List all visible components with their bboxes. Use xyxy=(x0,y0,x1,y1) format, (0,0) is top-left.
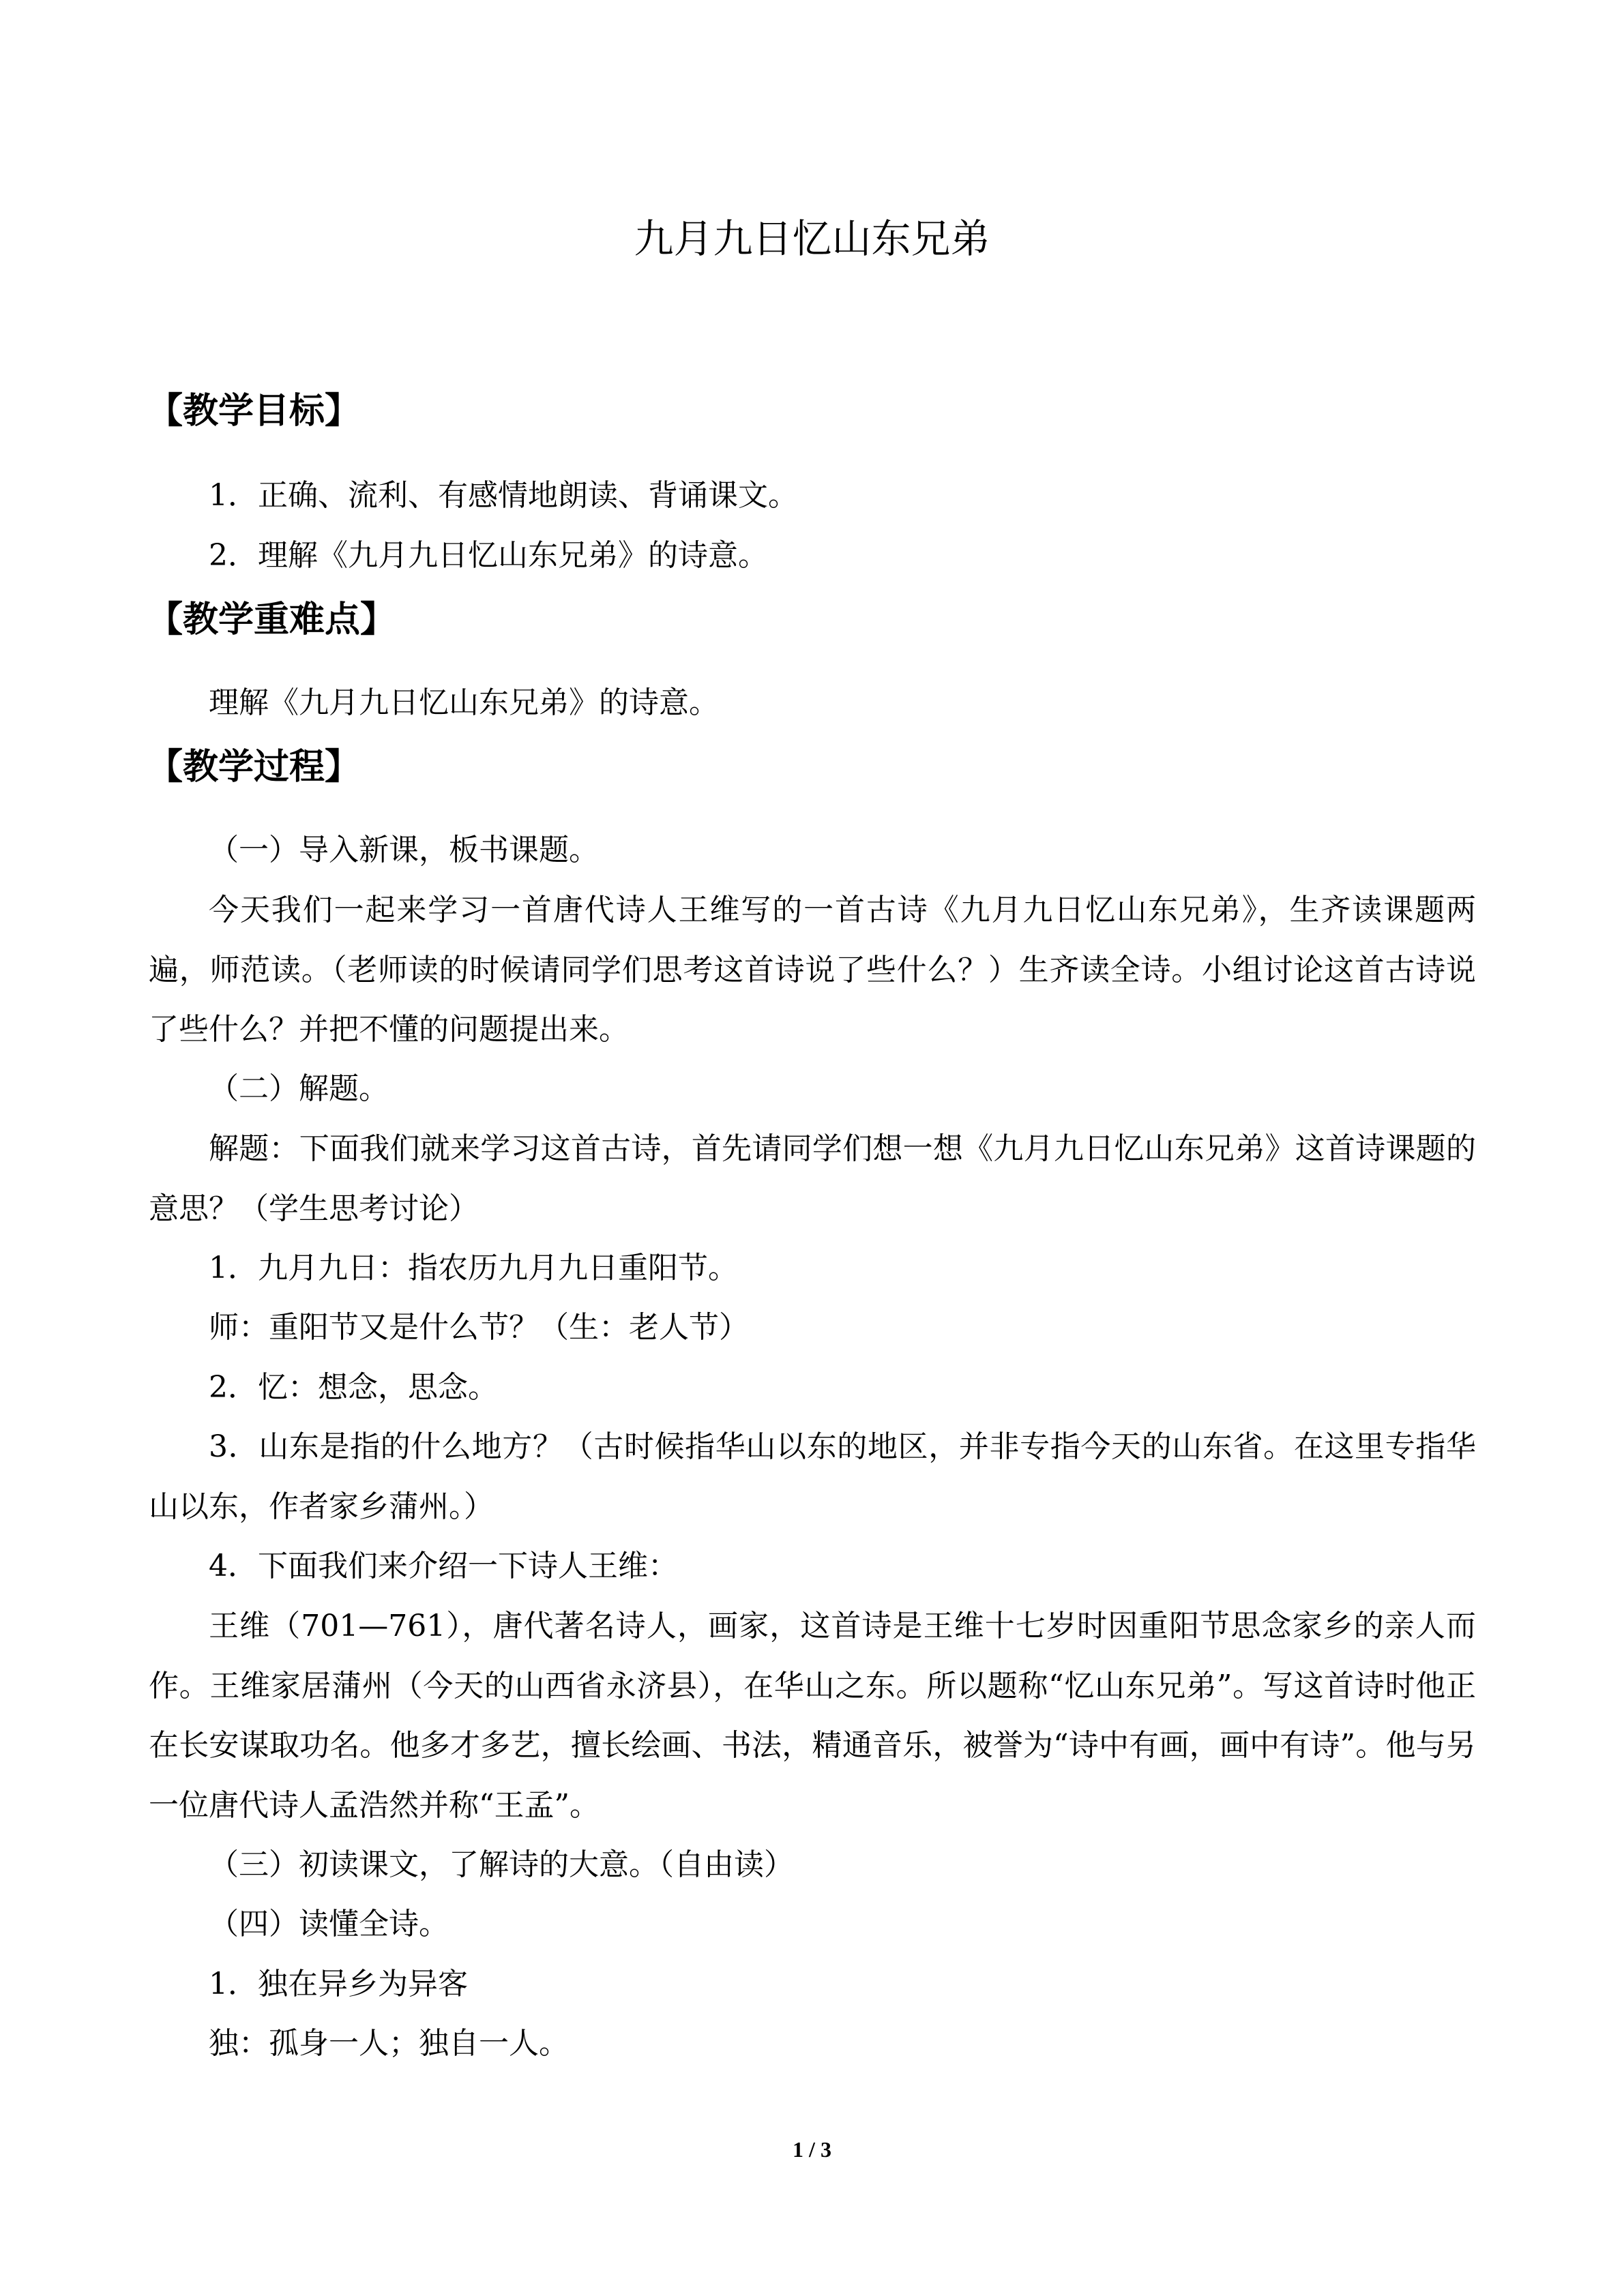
heading-key-points: 【教学重难点】 xyxy=(147,599,396,640)
heading-teaching-process: 【教学过程】 xyxy=(147,747,361,788)
process-paragraph: （一）导入新课，板书课题。 xyxy=(209,833,599,867)
keypoint-item-1: 理解《九月九日忆山东兄弟》的诗意。 xyxy=(209,685,719,720)
process-paragraph: 独：孤身一人；独自一人。 xyxy=(209,2026,569,2061)
process-paragraph: 1．独在异乡为异客 xyxy=(209,1967,468,2001)
process-paragraph: （四）读懂全诗。 xyxy=(209,1907,449,1941)
process-paragraph: 解题：下面我们就来学习这首古诗，首先请同学们想一想《九月九日忆山东兄弟》这首诗课题的意思？（学生思考讨论） xyxy=(149,1131,1476,1226)
process-paragraph: （三）初读课文，了解诗的大意。（自由读） xyxy=(209,1847,794,1882)
process-paragraph: 2．忆：想念，思念。 xyxy=(209,1370,498,1405)
process-paragraph: 王维（701—761），唐代著名诗人，画家，这首诗是王维十七岁时因重阳节思念家乡的亲人而作。王维家居蒲州（今天的山西省永济县），在华山之东。所以题称“忆山东兄弟”。写这首诗时他正在长安谋取功名。他多才多艺，擅长绘画、书法，精通音乐，被誉为“诗中有画，画中有诗”。他与另一位唐代诗人孟浩然并称“王孟”。 xyxy=(149,1609,1476,1823)
process-paragraph: 1．九月九日：指农历九月九日重阳节。 xyxy=(209,1251,738,1285)
process-paragraph: 3．山东是指的什么地方？（古时候指华山以东的地区，并非专指今天的山东省。在这里专指华山以东，作者家乡蒲州。） xyxy=(149,1429,1476,1524)
process-paragraph: 今天我们一起来学习一首唐代诗人王维写的一首古诗《九月九日忆山东兄弟》，生齐读课题两遍，师范读。（老师读的时候请同学们思考这首诗说了些什么？）生齐读全诗。小组讨论这首古诗说了些什么？并把不懂的问题提出来。 xyxy=(149,893,1476,1047)
document-title: 九月九日忆山东兄弟 xyxy=(634,215,990,262)
page-number: 1 / 3 xyxy=(793,2137,831,2162)
heading-teaching-goals: 【教学目标】 xyxy=(147,391,361,432)
process-paragraph: 4．下面我们来介绍一下诗人王维： xyxy=(209,1549,678,1583)
process-paragraph: 师：重阳节又是什么节？（生：老人节） xyxy=(209,1310,749,1345)
goal-item-1: 1．正确、流利、有感情地朗读、背诵课文。 xyxy=(209,478,798,513)
process-paragraph: （二）解题。 xyxy=(209,1071,389,1106)
goal-item-2: 2．理解《九月九日忆山东兄弟》的诗意。 xyxy=(209,538,768,573)
